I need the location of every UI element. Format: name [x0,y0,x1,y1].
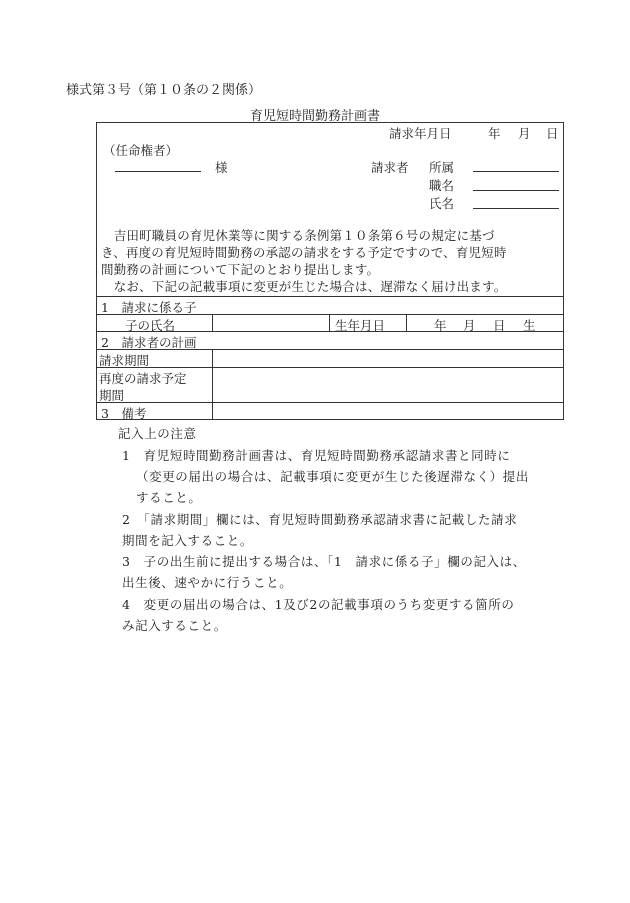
body-line-4: なお、下記の記載事項に変更が生じた場合は、遅滞なく届け出ます。 [101,279,507,294]
section-2-heading: 2 請求者の計画 [101,335,197,350]
body-line-2: き、再度の育児短時間勤務の承認の請求をする予定ですので、育児短時 [101,245,507,260]
name-label: 氏名 [429,196,455,211]
date-year: 年 [488,126,501,141]
birth-day: 日 [493,318,506,333]
date-month: 月 [518,126,531,141]
request-period-label: 請求期間 [99,353,150,368]
position-label: 職名 [429,178,455,193]
appointer-name-line[interactable] [115,171,201,172]
request-period-field[interactable] [213,350,563,367]
remarks-field[interactable] [213,403,563,419]
planned-period-label-2: 期間 [99,388,125,403]
note-line: み記入すること。 [122,618,227,633]
affiliation-line[interactable] [473,171,559,172]
appointer-label: （任命権者） [103,143,179,158]
child-name-field[interactable] [213,315,329,331]
table-rule [97,296,563,297]
form-number: 様式第３号（第１０条の２関係） [66,83,262,98]
note-line: 期間を記入すること。 [122,533,254,548]
affiliation-label: 所属 [429,160,455,175]
document-title: 育児短時間勤務計画書 [249,109,380,124]
birth-suffix: 生 [523,318,536,333]
birth-month: 月 [463,318,476,333]
name-line[interactable] [473,208,559,209]
birth-date-label: 生年月日 [335,318,386,333]
body-line-3: 間勤務の計画について下記のとおり提出します。 [101,262,380,277]
notes-heading: 記入上の注意 [118,426,197,441]
planned-period-field[interactable] [213,368,563,402]
table-rule [406,314,407,331]
section-3-heading: 3 備考 [101,406,147,421]
form-box [96,122,564,420]
body-line-1: 吉田町職員の育児休業等に関する条例第１０条第６号の規定に基づ [101,228,495,243]
table-rule [329,314,330,331]
note-line: 3 子の出生前に提出する場合は、「1 請求に係る子」欄の記入は、 [122,554,526,569]
request-date-label: 請求年月日 [389,126,452,141]
honorific: 様 [215,160,228,175]
note-line: 4 変更の届出の場合は、1及び2の記載事項のうち変更する箇所の [122,597,515,612]
planned-period-label-1: 再度の請求予定 [99,371,187,386]
note-line: すること。 [136,490,202,505]
note-line: （変更の届出の場合は、記載事項に変更が生じた後遅滞なく）提出 [136,469,530,484]
note-line: 出生後、速やかに行うこと。 [122,575,293,590]
section-1-heading: 1 請求に係る子 [101,300,197,315]
note-line: 1 育児短時間勤務計画書は、育児短時間勤務承認請求書と同時に [122,448,511,463]
note-line: 2 「請求期間」欄には、育児短時間勤務承認請求書に記載した請求 [122,512,518,527]
birth-year: 年 [434,318,447,333]
requester-label: 請求者 [371,160,409,175]
date-day: 日 [546,126,559,141]
position-line[interactable] [473,190,559,191]
child-name-label: 子の氏名 [125,318,176,333]
